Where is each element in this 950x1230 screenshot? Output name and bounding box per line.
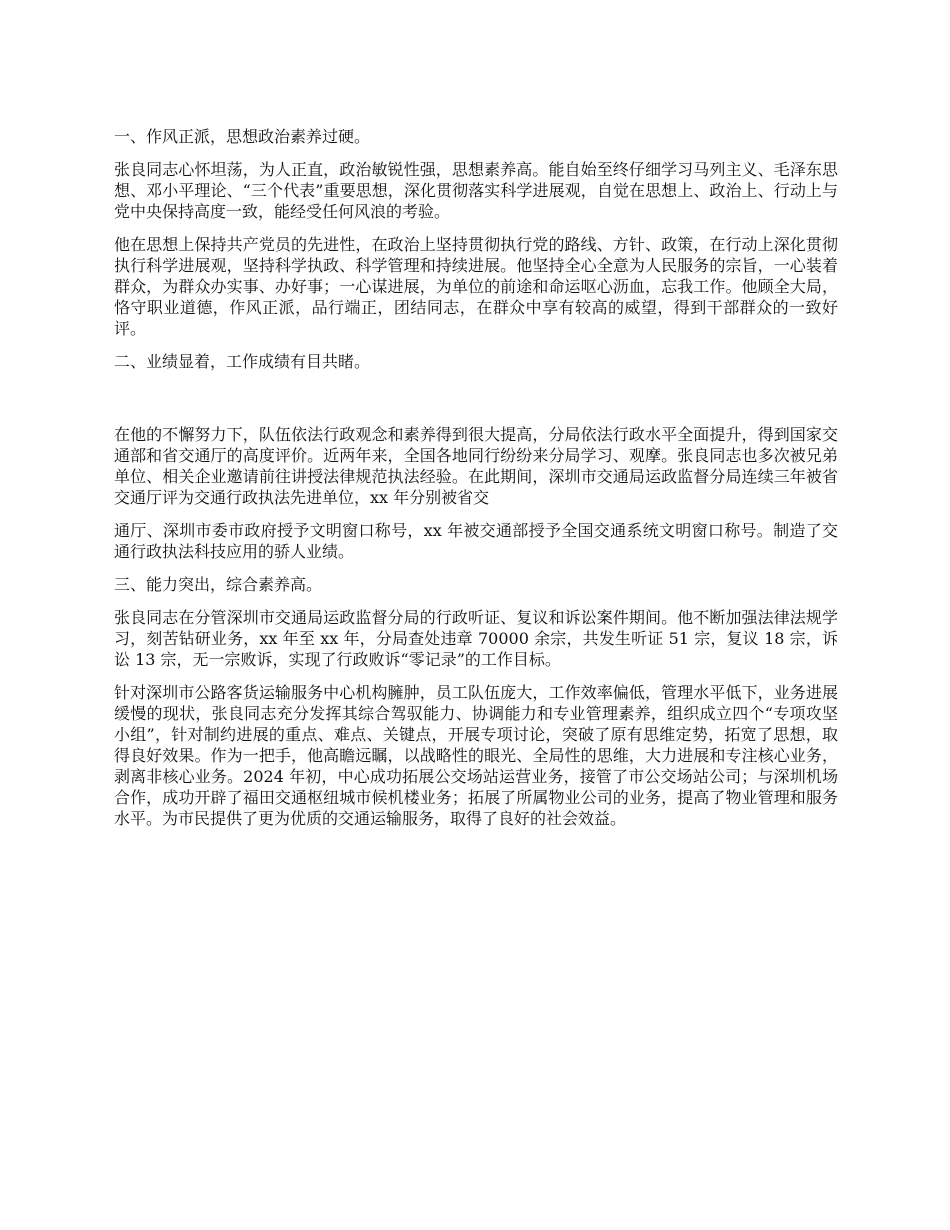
section3-paragraph-2: 针对深圳市公路客货运输服务中心机构臃肿，员工队伍庞大，工作效率偏低，管理水平低下，业务进展缓慢的现状，张良同志充分发挥其综合驾驭能力、协调能力和专业管理素养，组织成立四个“专项攻坚小组”，针对制约进展的重点、难点、关键点，开展专项讨论，突破了原有思维定势，拓宽了思想，取得良好效果。作为一把手，他高瞻远瞩，以战略性的眼光、全局性的思维，大力进展和专注核心业务，剥离非核心业务。2024 年初，中心成功拓展公交场站运营业务，接管了市公交场站公司；与深圳机场合作，成功开辟了福田交通枢纽城市候机楼业务；拓展了所属物业公司的业务，提高了物业管理和服务水平。为市民提供了更为优质的交通运输服务，取得了良好的社会效益。 <box>114 683 838 828</box>
section1-paragraph-2: 他在思想上保持共产党员的先进性，在政治上坚持贯彻执行党的路线、方针、政策，在行动上深化贯彻执行科学进展观，坚持科学执政、科学管理和持续进展。他坚持全心全意为人民服务的宗旨，一心装着群众，为群众办实事、办好事；一心谋进展，为单位的前途和命运呕心沥血，忘我工作。他顾全大局，恪守职业道德，作风正派，品行端正，团结同志，在群众中享有较高的威望，得到干部群众的一致好评。 <box>114 235 838 338</box>
section2-heading: 二、业绩显着，工作成绩有目共睹。 <box>114 352 371 371</box>
section3-heading: 三、能力突出，综合素养高。 <box>114 575 323 594</box>
section3-paragraph-1: 张良同志在分管深圳市交通局运政监督分局的行政听证、复议和诉讼案件期间。他不断加强法律法规学习，刻苦钻研业务，xx 年至 xx 年，分局查处违章 70000 余宗，共发生听证 51 宗，复议 18 宗，诉讼 13 宗，无一宗败诉，实现了行政败诉“零记录”的工作目标。 <box>114 608 838 669</box>
section2-paragraph-1: 在他的不懈努力下，队伍依法行政观念和素养得到很大提高，分局依法行政水平全面提升，得到国家交通部和省交通厅的高度评价。近两年来，全国各地同行纷纷来分局学习、观摩。张良同志也多次被兄弟单位、相关企业邀请前往讲授法律规范执法经验。在此期间，深圳市交通局运政监督分局连续三年被省交通厅评为交通行政执法先进单位，xx 年分别被省交 <box>114 425 838 507</box>
section1-paragraph-1: 张良同志心怀坦荡，为人正直，政治敏锐性强，思想素养高。能自始至终仔细学习马列主义、毛泽东思想、邓小平理论、“三个代表”重要思想，深化贯彻落实科学进展观，自觉在思想上、政治上、行动上与党中央保持高度一致，能经受任何风浪的考验。 <box>114 160 838 221</box>
section2-paragraph-2: 通厅、深圳市委市政府授予文明窗口称号，xx 年被交通部授予全国交通系统文明窗口称号。制造了交通行政执法科技应用的骄人业绩。 <box>114 521 838 561</box>
section1-heading: 一、作风正派，思想政治素养过硬。 <box>114 127 371 146</box>
document-body <box>114 126 838 829</box>
